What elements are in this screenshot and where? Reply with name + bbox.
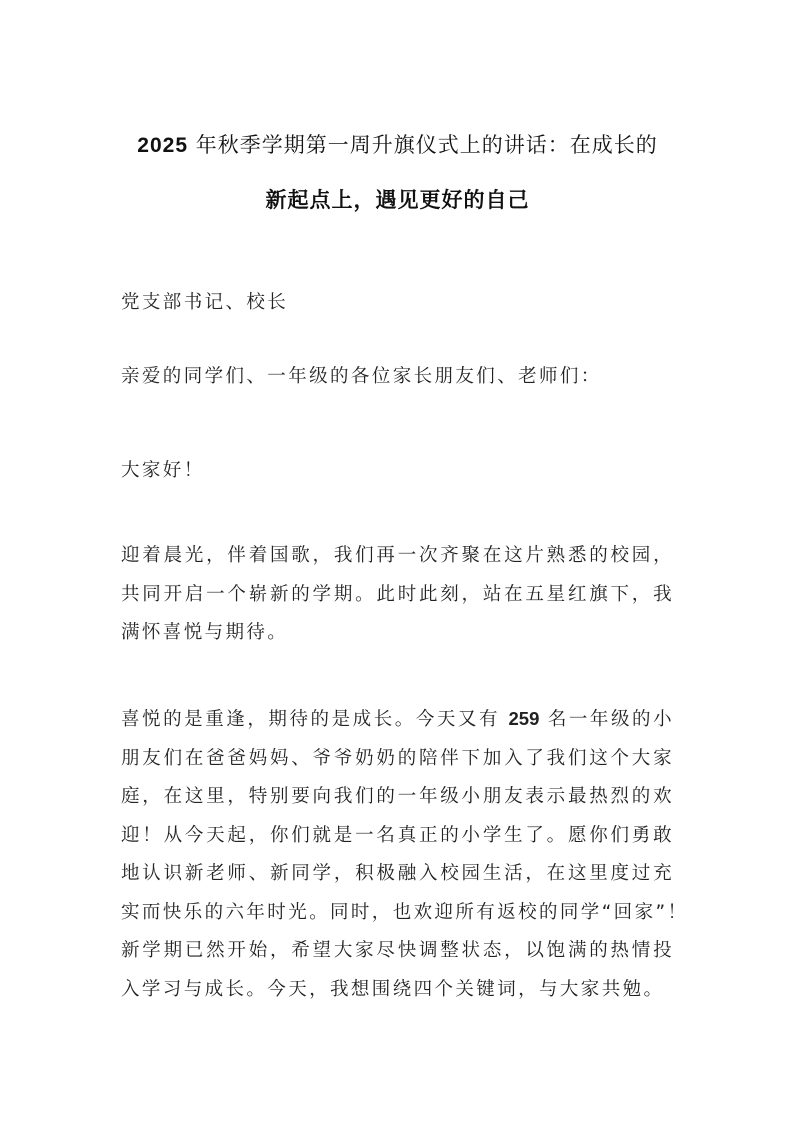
paragraph-line: 庭，在这里，特别要向我们的一年级小朋友表示最热烈的欢 (121, 786, 674, 807)
text-segment: 喜悦的是重逢，期待的是成长。今天又有 (121, 709, 509, 730)
paragraph-line: 朋友们在爸爸妈妈、爷爷奶奶的陪伴下加入了我们这个大家 (121, 747, 674, 769)
greeting (121, 452, 674, 491)
paragraph-2 (121, 700, 689, 1009)
paragraph-line: 满怀喜悦与期待。 (121, 622, 289, 643)
paragraph-line: 地认识新老师、新同学，积极融入校园生活，在这里度过充 (121, 863, 674, 884)
title-line-1 (109, 118, 686, 173)
title-text: 年秋季学期第一周升旗仪式上的讲话：在成长的 (188, 133, 658, 157)
paragraph-1 (121, 537, 674, 653)
paragraph-line: 迎着晨光，伴着国歌，我们再一次齐聚在这片熟悉的校园， (121, 545, 674, 566)
greeting-text: 大家好！ (121, 460, 205, 481)
title-line-2: 新起点上，遇见更好的自己 (265, 188, 530, 212)
student-count: 259 (508, 708, 540, 729)
paragraph-line: 迎！从今天起，你们就是一名真正的小学生了。愿你们勇敢 (121, 824, 674, 846)
document-title (109, 118, 686, 227)
salutation (121, 358, 674, 397)
paragraph-line: 新学期已然开始，希望大家尽快调整状态，以饱满的热情投 (121, 940, 674, 961)
salutation-text: 亲爱的同学们、一年级的各位家长朋友们、老师们： (121, 366, 602, 387)
paragraph-line (121, 700, 674, 740)
title-year: 2025 (137, 134, 189, 157)
author-line (121, 284, 674, 323)
author-text: 党支部书记、校长 (121, 292, 289, 313)
paragraph-line: 共同开启一个崭新的学期。此时此刻，站在五星红旗下，我 (121, 583, 674, 605)
paragraph-line: 入学习与成长。今天，我想围绕四个关键词，与大家共勉。 (121, 978, 665, 1000)
paragraph-line: 实而快乐的六年时光。同时，也欢迎所有返校的同学“回家”！ (121, 901, 689, 923)
text-segment: 名一年级的小 (539, 709, 675, 730)
